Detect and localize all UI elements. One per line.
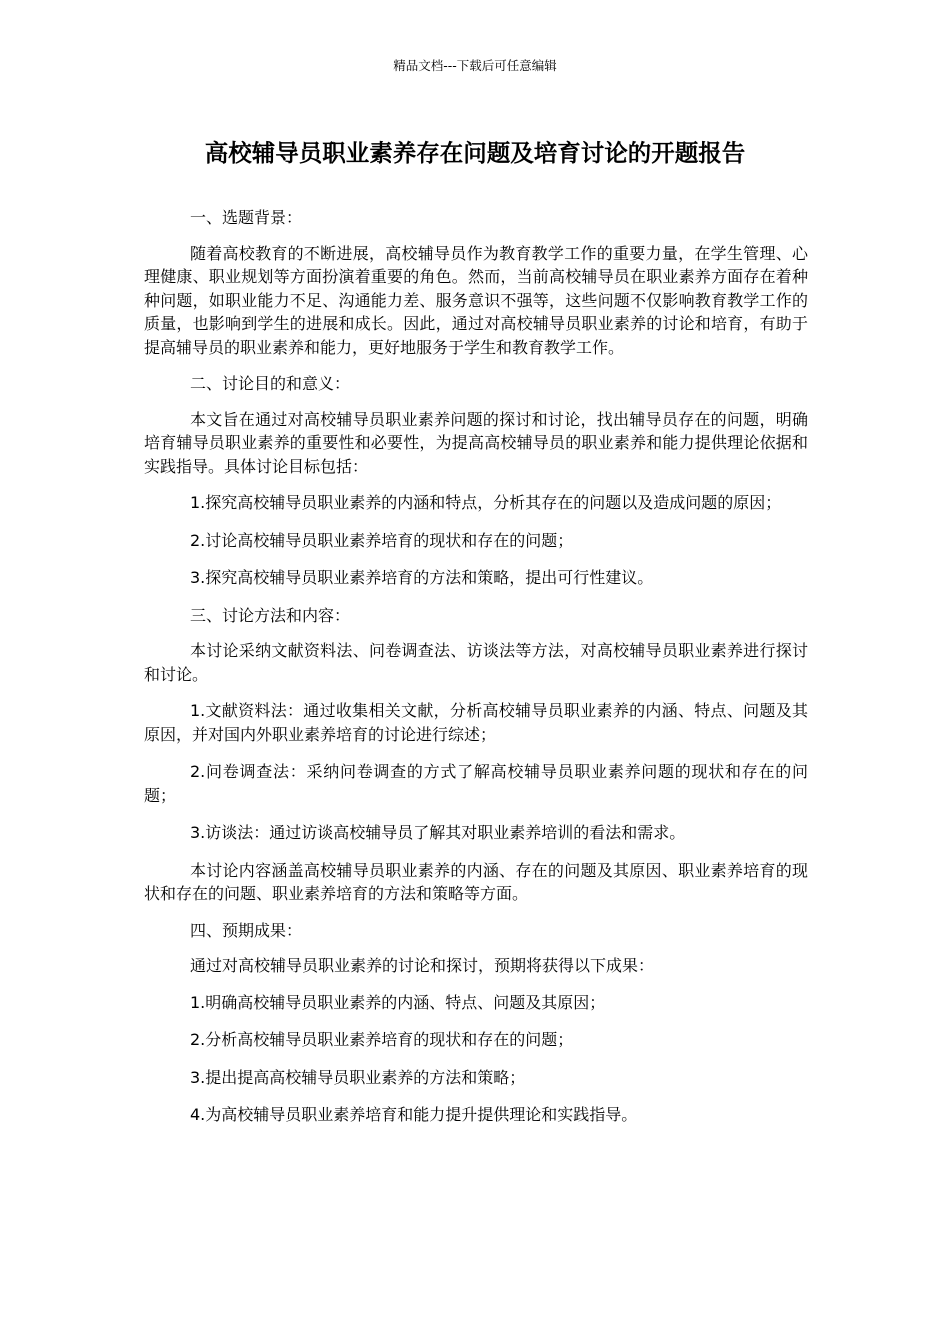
section-heading-methods: 三、讨论方法和内容： — [190, 605, 351, 625]
paragraph-content: 本讨论内容涵盖高校辅导员职业素养的内涵、存在的问题及其原因、职业素养培育的现状和存在的问题、职业素养培育的方法和策略等方面。 — [144, 860, 808, 903]
list-item-goal-3: 3.探究高校辅导员职业素养培育的方法和策略，提出可行性建议。 — [190, 568, 654, 587]
document-body — [144, 206, 808, 1141]
header-note: 精品文档---下载后可任意编辑 — [393, 58, 557, 73]
list-item-method-2: 2.问卷调查法：采纳问卷调查的方式了解高校辅导员职业素养问题的现状和存在的问题； — [144, 762, 808, 805]
list-item-method-1: 1.文献资料法：通过收集相关文献，分析高校辅导员职业素养的内涵、特点、问题及其原因，并对国内外职业素养培育的讨论进行综述； — [144, 701, 808, 744]
list-item-outcome-3: 3.提出提高高校辅导员职业素养的方法和策略； — [190, 1067, 526, 1087]
section-heading-purpose: 二、讨论目的和意义： — [190, 374, 351, 393]
document-title: 高校辅导员职业素养存在问题及培育讨论的开题报告 — [204, 139, 746, 167]
list-item-outcome-1: 1.明确高校辅导员职业素养的内涵、特点、问题及其原因； — [190, 992, 606, 1012]
section-heading-background: 一、选题背景： — [190, 208, 303, 227]
paragraph-background: 随着高校教育的不断进展，高校辅导员作为教育教学工作的重要力量，在学生管理、心理健康、职业规划等方面扮演着重要的角色。然而，当前高校辅导员在职业素养方面存在着种种问题，如职业能力不足、沟通能力差、服务意识不强等，这些问题不仅影响教育教学工作的质量，也影响到学生的进展和成长。因此，通过对高校辅导员职业素养的讨论和培育，有助于提高辅导员的职业素养和能力，更好地服务于学生和教育教学工作。 — [144, 243, 808, 357]
paragraph-outcomes: 通过对高校辅导员职业素养的讨论和探讨，预期将获得以下成果： — [190, 956, 655, 975]
section-heading-outcomes: 四、预期成果： — [190, 920, 303, 940]
list-item-goal-2: 2.讨论高校辅导员职业素养培育的现状和存在的问题； — [190, 530, 574, 550]
paragraph-purpose: 本文旨在通过对高校辅导员职业素养问题的探讨和讨论，找出辅导员存在的问题，明确培育辅导员职业素养的重要性和必要性，为提高高校辅导员的职业素养和能力提供理论依据和实践指导。具体讨论目标包括： — [144, 409, 808, 476]
list-item-outcome-2: 2.分析高校辅导员职业素养培育的现状和存在的问题； — [190, 1030, 574, 1049]
list-item-method-3: 3.访谈法：通过访谈高校辅导员了解其对职业素养培训的看法和需求。 — [190, 823, 686, 842]
paragraph-methods: 本讨论采纳文献资料法、问卷调查法、访谈法等方法，对高校辅导员职业素养进行探讨和讨论。 — [144, 641, 808, 684]
list-item-outcome-4: 4.为高校辅导员职业素养培育和能力提升提供理论和实践指导。 — [190, 1105, 638, 1124]
list-item-goal-1: 1.探究高校辅导员职业素养的内涵和特点，分析其存在的问题以及造成问题的原因； — [190, 493, 782, 512]
